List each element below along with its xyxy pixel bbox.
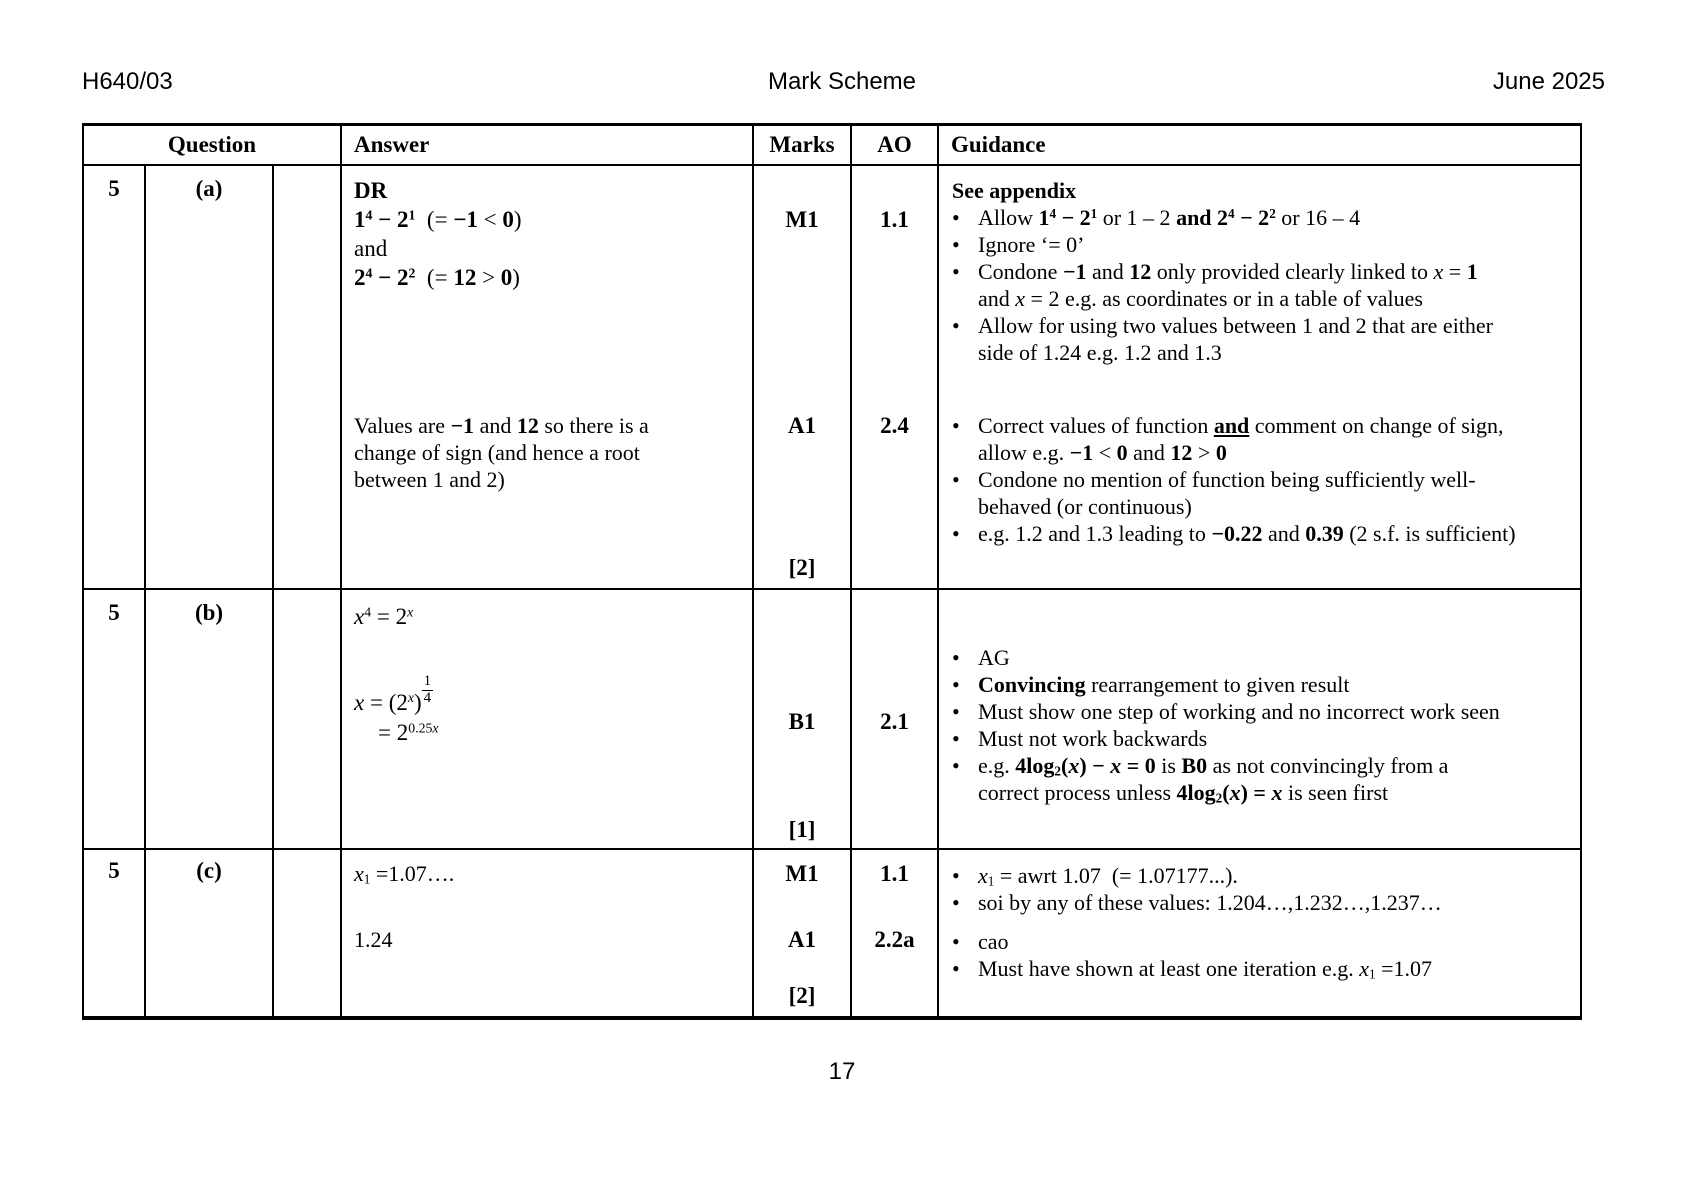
page-header [0, 68, 1684, 96]
header-ao: AO [852, 126, 939, 164]
guidance-text: Convincing rearrangement to given result [978, 672, 1350, 697]
cell-answer [342, 590, 754, 848]
ao-value: 2.1 [880, 709, 909, 734]
guidance-text: $x_1$ = awrt 1.07 (= 1.07177...). [978, 863, 1238, 889]
guidance-bullet [952, 889, 1562, 916]
cell-guidance [939, 590, 1580, 848]
answer-conclusion: Values are −1 and 12 so there is a change of sign (and hence a root between 1 and 2) [354, 413, 649, 492]
bullet-icon: • [952, 467, 960, 492]
guidance-bullet [952, 312, 1562, 366]
guidance-text: Must show one step of working and no incorrect work seen [978, 699, 1500, 724]
cell-answer [342, 166, 754, 588]
guidance-block-m1 [952, 862, 1562, 916]
header-marks: Marks [754, 126, 852, 164]
bullet-icon: • [952, 672, 960, 697]
table-header-row [84, 126, 1580, 166]
bullet-icon: • [952, 726, 960, 751]
bullet-icon: • [952, 890, 960, 915]
cell-question-number [84, 850, 146, 1016]
bullet-icon: • [952, 863, 960, 888]
header-answer: Answer [342, 126, 754, 164]
cell-question-part [146, 850, 274, 1016]
table-row-5c [84, 850, 1580, 1016]
answer-equation: $x^4 = 2^x$ [354, 604, 414, 629]
ao-value: 1.1 [880, 207, 909, 232]
question-part: (a) [195, 176, 223, 201]
cell-ao [852, 850, 939, 1016]
mark-label: B1 [788, 709, 816, 734]
guidance-heading: See appendix [952, 178, 1077, 203]
mark-scheme-table [82, 123, 1582, 1020]
guidance-block-a1 [952, 928, 1562, 982]
bullet-icon: • [952, 232, 960, 257]
ao-value: 1.1 [880, 861, 909, 886]
guidance-bullet [952, 725, 1562, 752]
guidance-bullet [952, 258, 1562, 312]
cell-question-sub [274, 590, 342, 848]
cell-marks [754, 590, 852, 848]
guidance-text: Ignore ‘= 0’ [978, 232, 1085, 257]
guidance-text: cao [978, 929, 1009, 954]
mark-total: [2] [788, 983, 816, 1008]
guidance-bullet [952, 204, 1562, 231]
cell-question-sub [274, 850, 342, 1016]
header-guidance: Guidance [951, 132, 1046, 157]
guidance-bullet [952, 671, 1562, 698]
guidance-bullet [952, 412, 1562, 466]
mark-label: A1 [787, 413, 817, 438]
cell-marks [754, 166, 852, 588]
answer-iteration: $x_1$ =1.07…. [354, 861, 455, 887]
bullet-icon: • [952, 521, 960, 546]
guidance-block-a1 [952, 412, 1562, 547]
question-part: (b) [194, 600, 224, 625]
guidance-text: soi by any of these values: 1.204…,1.232…,1.237… [978, 890, 1442, 915]
bullet-icon: • [952, 699, 960, 724]
answer-final: 1.24 [354, 927, 393, 952]
bullet-icon: • [952, 259, 960, 284]
cell-answer [342, 850, 754, 1016]
guidance-bullet [952, 644, 1562, 671]
mark-label: M1 [785, 207, 819, 232]
bullet-icon: • [952, 956, 960, 981]
guidance-text: Allow for using two values between 1 and 2 that are either side of 1.24 e.g. 1.2 and 1.3 [978, 313, 1494, 365]
ao-value: 2.4 [880, 413, 909, 438]
cell-guidance [939, 166, 1580, 588]
guidance-text: e.g. 1.2 and 1.3 leading to −0.22 and 0.39 (2 s.f. is sufficient) [978, 521, 1516, 546]
header-question: Question [84, 126, 342, 164]
mark-total: [1] [788, 817, 816, 842]
guidance-bullet [952, 466, 1562, 520]
bullet-icon: • [952, 205, 960, 230]
cell-question-part [146, 166, 274, 588]
guidance-block-b1 [952, 644, 1562, 806]
cell-ao [852, 590, 939, 848]
guidance-text: Condone no mention of function being sufficiently well- behaved (or continuous) [978, 467, 1476, 519]
cell-question-part [146, 590, 274, 848]
guidance-text: Condone −1 and 12 only provided clearly linked to x = 1 and x = 2 e.g. as coordinates or in a table of values [978, 259, 1478, 311]
guidance-text: Must have shown at least one iteration e.g. $x_1 =1.07$ [978, 956, 1433, 982]
guidance-block-m1 [952, 177, 1562, 366]
cell-ao [852, 166, 939, 588]
answer-working: DR $1^4 - 2^1$ (= −1 < 0) and $2^4 - 2^2$ (= 12 > 0) [354, 178, 522, 290]
mark-label: A1 [787, 927, 817, 952]
guidance-bullet [952, 862, 1562, 889]
table-row-5b [84, 590, 1580, 850]
guidance-text: e.g. $4\log_2(x) - x = 0$ is B0 as not convincingly from a correct process unless $4\log_2(x) = x$ is seen first [978, 753, 1449, 806]
guidance-bullet [952, 698, 1562, 725]
question-part: (c) [196, 858, 222, 883]
guidance-bullet [952, 752, 1562, 806]
guidance-text: Correct values of function and comment on change of sign, allow e.g. −1 < 0 and 12 > 0 [978, 413, 1504, 465]
bullet-icon: • [952, 313, 960, 338]
cell-question-number [84, 166, 146, 588]
answer-rearrangement: $x = (2^x)$ $\frac{1}{4}$ = $2^{0.25x}$ [354, 673, 439, 745]
question-number: 5 [108, 858, 120, 883]
guidance-bullet [952, 231, 1562, 258]
doc-code: H640/03 [82, 68, 173, 95]
ao-value: 2.2a [874, 927, 915, 952]
doc-date: June 2025 [1492, 68, 1605, 95]
guidance-bullet [952, 520, 1562, 547]
cell-question-number [84, 590, 146, 848]
page-number: 17 [828, 1058, 856, 1085]
mark-total: [2] [788, 555, 816, 580]
guidance-bullet [952, 955, 1562, 982]
cell-guidance [939, 850, 1580, 1016]
mark-label: M1 [785, 861, 819, 886]
cell-marks [754, 850, 852, 1016]
question-number: 5 [108, 176, 120, 201]
doc-title: Mark Scheme [767, 68, 917, 95]
guidance-bullet [952, 928, 1562, 955]
table-row-5a [84, 166, 1580, 590]
guidance-text: Allow $1^4 - 2^1$ or 1 – 2 and $2^4 - 2^2$ or 16 – 4 [978, 205, 1361, 230]
question-number: 5 [108, 600, 120, 625]
guidance-text: Must not work backwards [978, 726, 1208, 751]
bullet-icon: • [952, 645, 960, 670]
cell-question-sub [274, 166, 342, 588]
bullet-icon: • [952, 753, 960, 778]
bullet-icon: • [952, 929, 960, 954]
bullet-icon: • [952, 413, 960, 438]
guidance-text: AG [978, 645, 1010, 670]
